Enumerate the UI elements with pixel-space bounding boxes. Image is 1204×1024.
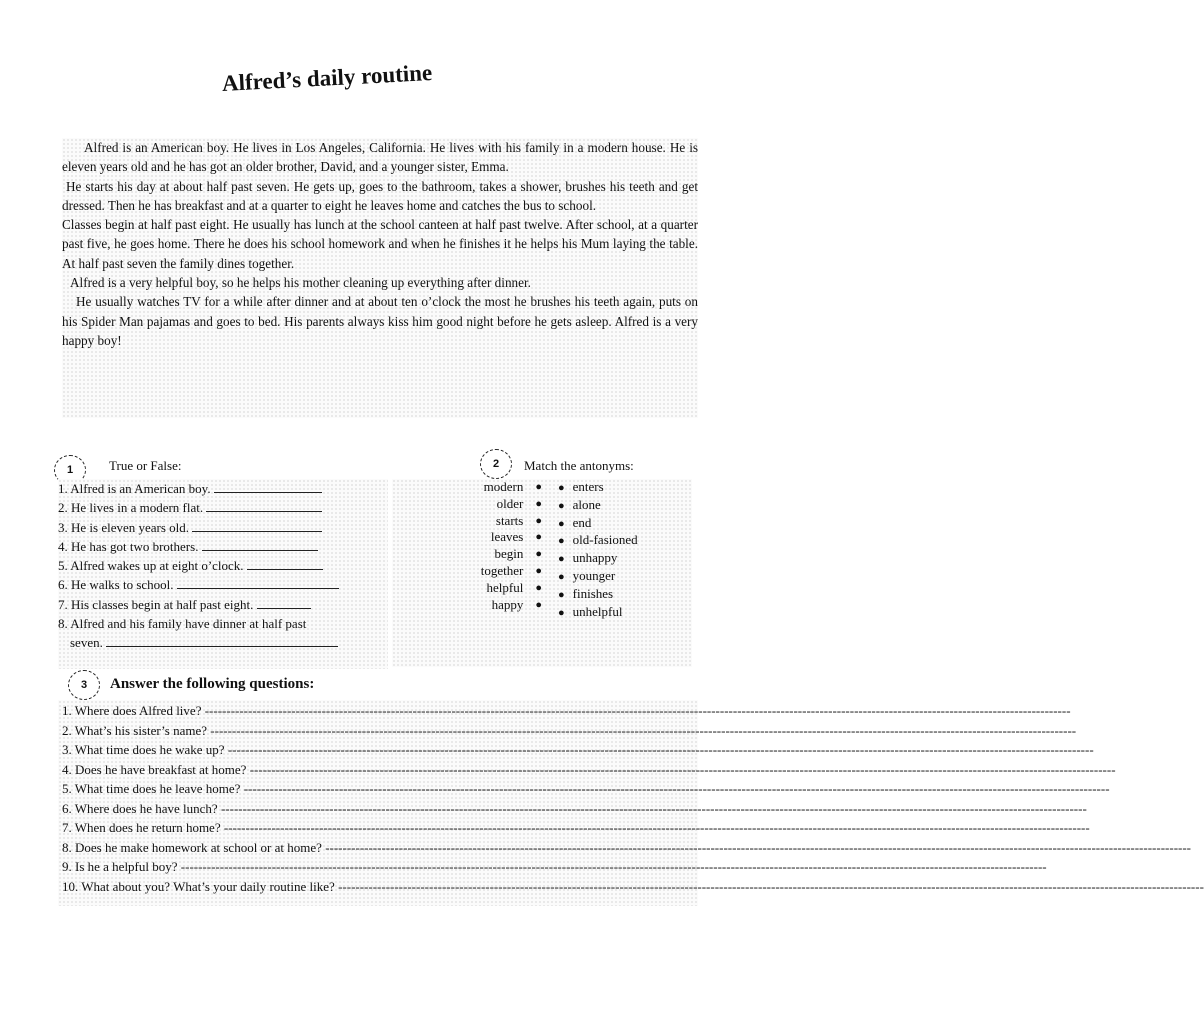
match-dot-icon[interactable]: ● xyxy=(558,588,565,601)
question-item xyxy=(62,818,1090,838)
answer-line[interactable]: -------------------------------------------------------------------------------------------------------------------------------------------------------------------------------------------------------- xyxy=(334,878,1204,894)
match-dot-icon[interactable]: ● xyxy=(535,548,542,561)
antonym-left-item xyxy=(432,580,542,597)
true-false-item xyxy=(58,479,388,498)
true-false-item xyxy=(58,575,388,594)
question-text: 4. Does he have breakfast at home? xyxy=(62,761,247,777)
questions-box xyxy=(58,700,1204,906)
match-dot-icon[interactable]: ● xyxy=(558,482,565,494)
question-text: 2. What’s his sister’s name? xyxy=(62,722,208,738)
story-paragraph: He starts his day at about half past seven. He gets up, goes to the bathroom, takes a shower, brushes his teeth and get dressed. Then he has breakfast and at a quarter to eight he leaves home and catches the bus to school. xyxy=(62,178,698,213)
true-false-item xyxy=(58,556,388,575)
question-item xyxy=(62,779,1110,799)
true-false-list xyxy=(58,479,388,669)
answer-line[interactable]: -------------------------------------------------------------------------------------------------------------------------------------------------------------------------------------------------------- xyxy=(246,761,1116,777)
antonym-right-item xyxy=(558,515,688,533)
question-item xyxy=(62,701,1071,721)
statement-text: 5. Alfred wakes up at eight o’clock. xyxy=(58,558,244,574)
answer-line[interactable]: -------------------------------------------------------------------------------------------------------------------------------------------------------------------------------------------------------- xyxy=(321,839,1192,855)
answer-line[interactable]: -------------------------------------------------------------------------------------------------------------------------------------------------------------------------------------------------------- xyxy=(224,742,1094,757)
antonym-right-item xyxy=(558,550,688,568)
question-text: 1. Where does Alfred live? xyxy=(62,703,202,718)
antonym-word: together xyxy=(480,562,524,578)
question-item xyxy=(62,857,1047,877)
answer-line[interactable]: -------------------------------------------------------------------------------------------------------------------------------------------------------------------------------------------------------- xyxy=(217,800,1087,816)
question-text: 6. Where does he have lunch? xyxy=(62,800,218,816)
antonym-word: younger xyxy=(572,567,616,583)
worksheet-title: Alfred’s daily routine xyxy=(221,60,433,96)
match-dot-icon[interactable]: ● xyxy=(535,598,542,611)
question-item xyxy=(62,877,1204,897)
answer-line[interactable]: -------------------------------------------------------------------------------------------------------------------------------------------------------------------------------------------------------- xyxy=(177,859,1047,874)
antonym-word: begin xyxy=(494,546,524,562)
statement-text: 7. His classes begin at half past eight. xyxy=(58,596,254,612)
match-dot-icon[interactable]: ● xyxy=(535,581,542,594)
match-dot-icon[interactable]: ● xyxy=(558,570,565,583)
match-dot-icon[interactable]: ● xyxy=(558,535,565,548)
match-dot-icon[interactable]: ● xyxy=(535,497,542,510)
match-dot-icon[interactable]: ● xyxy=(558,499,565,512)
antonym-matching-box xyxy=(392,479,692,667)
antonym-left-item xyxy=(432,529,542,546)
antonym-right-item xyxy=(558,586,688,604)
question-item xyxy=(62,721,1077,741)
statement-text: 2. He lives in a modern flat. xyxy=(58,500,204,516)
antonym-word: leaves xyxy=(490,529,524,545)
match-dot-icon[interactable]: ● xyxy=(558,606,565,619)
antonym-left-item xyxy=(432,597,542,614)
answer-blank[interactable] xyxy=(206,499,322,512)
antonym-word: unhappy xyxy=(572,550,618,566)
exercise-3-heading: Answer the following questions: xyxy=(110,676,315,692)
question-text: 7. When does he return home? xyxy=(62,820,221,835)
story-paragraph: Classes begin at half past eight. He usually has lunch at the school canteen at half past twelve. After school, at a quarter past five, he goes home. There he does his school homework and when he finishes it he helps his Mum laying the table. At half past seven the family dines together. xyxy=(62,217,698,271)
antonym-word: enters xyxy=(572,479,604,494)
answer-blank[interactable] xyxy=(202,538,318,551)
statement-text: 3. He is eleven years old. xyxy=(58,519,190,535)
questions-list xyxy=(58,700,1204,896)
antonym-word: old-fasioned xyxy=(572,532,638,548)
antonym-right-item xyxy=(558,479,688,497)
answer-blank[interactable] xyxy=(257,596,311,609)
antonym-word: modern xyxy=(483,479,524,494)
question-item xyxy=(62,799,1087,819)
antonym-word: unhelpful xyxy=(572,603,623,619)
question-text: 9. Is he a helpful boy? xyxy=(62,859,178,874)
antonym-word: older xyxy=(496,495,524,511)
statement-text: seven. xyxy=(70,635,103,651)
antonym-word: starts xyxy=(495,512,524,528)
antonym-left-item xyxy=(432,479,542,496)
antonym-left-item xyxy=(432,496,542,513)
antonym-right-column xyxy=(558,479,688,621)
antonym-word: happy xyxy=(491,596,524,612)
antonym-right-item xyxy=(558,568,688,586)
question-text: 8. Does he make homework at school or at home? xyxy=(62,839,322,855)
question-item xyxy=(62,760,1116,780)
antonym-left-item xyxy=(432,546,542,563)
reading-passage xyxy=(62,138,698,418)
true-false-item xyxy=(58,595,388,614)
question-text: 3. What time does he wake up? xyxy=(62,742,225,757)
antonym-right-item xyxy=(558,532,688,550)
true-false-item-continuation xyxy=(58,633,388,652)
answer-blank[interactable] xyxy=(214,480,322,493)
exercise-2-heading: Match the antonyms: xyxy=(524,458,634,473)
statement-text: 6. He walks to school. xyxy=(58,577,174,593)
true-false-item xyxy=(58,537,388,556)
answer-line[interactable]: -------------------------------------------------------------------------------------------------------------------------------------------------------------------------------------------------------- xyxy=(220,820,1090,835)
antonym-word: finishes xyxy=(572,585,614,601)
true-false-item xyxy=(58,498,388,517)
answer-blank[interactable] xyxy=(192,519,322,532)
story-paragraph: He usually watches TV for a while after dinner and at about ten o’clock the most he brushes his teeth again, puts on his Spider Man pajamas and goes to bed. His parents always kiss him good night before he gets asleep. Alfred is a very happy boy! xyxy=(62,294,698,348)
antonym-left-item xyxy=(432,513,542,530)
statement-text: 8. Alfred and his family have dinner at half past xyxy=(58,616,307,632)
answer-line[interactable]: -------------------------------------------------------------------------------------------------------------------------------------------------------------------------------------------------------- xyxy=(201,703,1071,718)
antonym-word: helpful xyxy=(486,579,524,595)
antonym-right-item xyxy=(558,497,688,515)
answer-line[interactable]: -------------------------------------------------------------------------------------------------------------------------------------------------------------------------------------------------------- xyxy=(240,781,1110,796)
statement-text: 1. Alfred is an American boy. xyxy=(58,481,211,496)
antonym-word: end xyxy=(572,514,592,530)
exercise-1-heading: True or False: xyxy=(109,458,182,473)
exercise-3-number-badge: 3 xyxy=(68,670,100,700)
answer-blank[interactable] xyxy=(177,576,339,589)
match-dot-icon[interactable]: ● xyxy=(558,517,565,530)
question-item xyxy=(62,838,1192,858)
question-text: 10. What about you? What’s your daily routine like? xyxy=(62,878,335,894)
exercise-1-number-badge: 1 xyxy=(54,455,86,485)
true-false-item xyxy=(58,518,388,537)
answer-line[interactable]: -------------------------------------------------------------------------------------------------------------------------------------------------------------------------------------------------------- xyxy=(207,722,1077,738)
true-false-item xyxy=(58,614,388,633)
story-paragraph: Alfred is a very helpful boy, so he helps his mother cleaning up everything after dinner. xyxy=(70,275,531,291)
statement-text: 4. He has got two brothers. xyxy=(58,538,199,554)
match-dot-icon[interactable]: ● xyxy=(535,531,542,544)
question-text: 5. What time does he leave home? xyxy=(62,781,241,796)
antonym-left-column xyxy=(432,479,542,613)
story-paragraph: Alfred is an American boy. He lives in Los Angeles, California. He lives with his family in a modern house. He is eleven years old and he has got an older brother, David, and a younger sister, Emma. xyxy=(62,140,698,175)
answer-blank[interactable] xyxy=(247,557,323,570)
antonym-word: alone xyxy=(572,496,601,512)
match-dot-icon[interactable]: ● xyxy=(535,514,542,527)
antonym-left-item xyxy=(432,563,542,580)
antonym-right-item xyxy=(558,604,688,622)
question-item xyxy=(62,740,1094,760)
match-dot-icon[interactable]: ● xyxy=(535,481,542,493)
match-dot-icon[interactable]: ● xyxy=(535,564,542,577)
match-dot-icon[interactable]: ● xyxy=(558,553,565,566)
exercise-2-number-badge: 2 xyxy=(480,449,512,479)
answer-blank[interactable] xyxy=(106,634,338,647)
